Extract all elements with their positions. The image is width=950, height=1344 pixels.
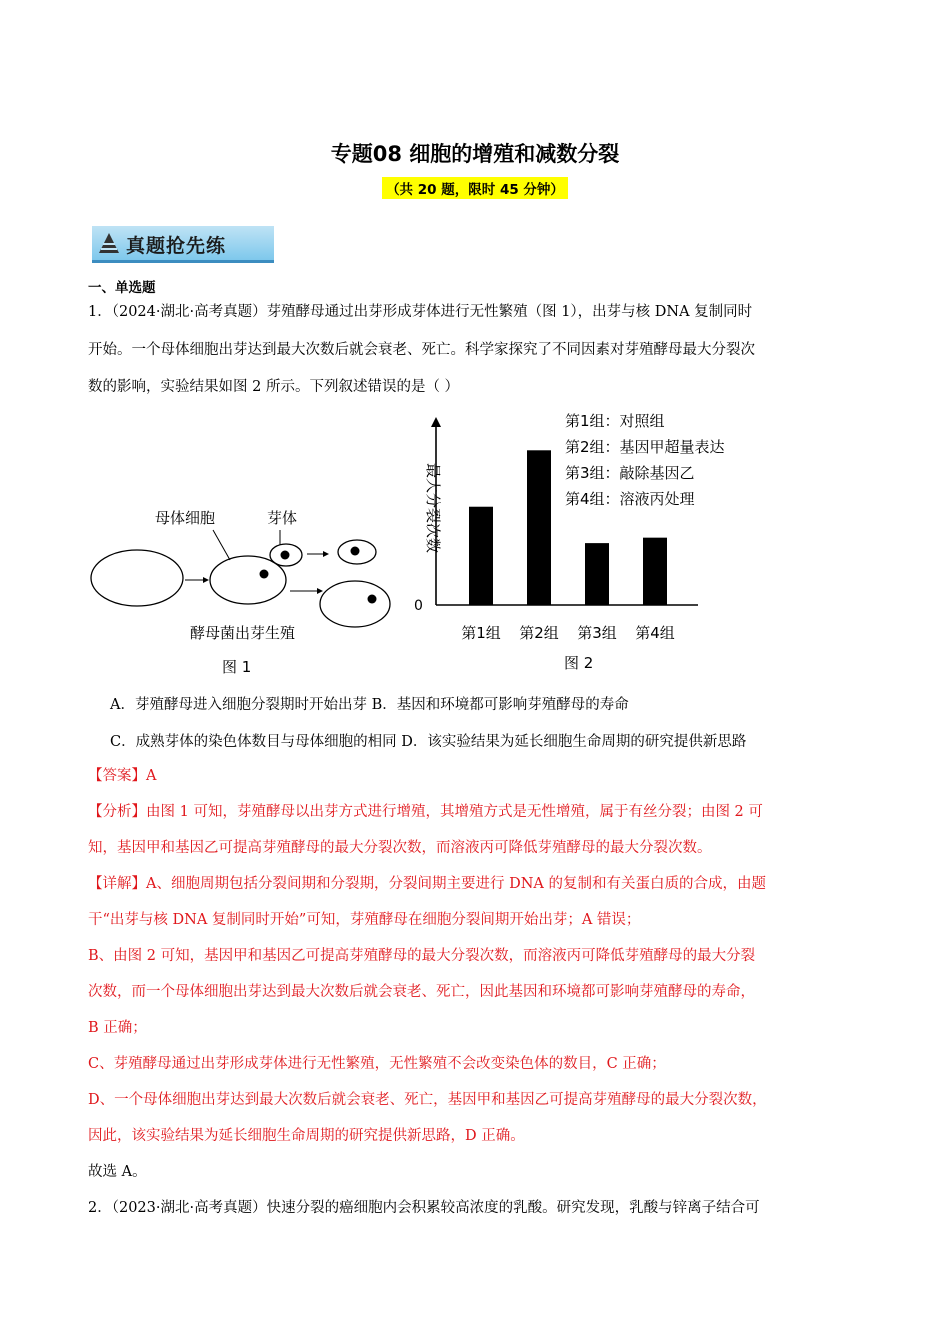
q2-stem-line-1: 2．（2023·湖北·高考真题）快速分裂的癌细胞内会积累较高浓度的乳酸。研究发现，乳酸与锌离子结合可 [88,1200,760,1216]
choose-line: 故选 A。 [88,1164,147,1180]
x-tick-label-3: 第3组 [577,624,617,642]
bar-4 [643,538,667,605]
section-banner [92,226,274,263]
budding-cell-nucleus [260,570,269,579]
legend-item-3: 第3组：敲除基因乙 [565,464,695,482]
bud-nucleus [281,551,290,560]
bud-label: 芽体 [267,509,298,527]
mother-cell-label: 母体细胞 [155,509,216,527]
legend-item-2: 第2组：基因甲超量表达 [565,438,725,456]
x-tick-label-4: 第4组 [635,624,675,642]
figure-2-name: 图 2 [564,654,594,672]
x-tick-label-1: 第1组 [461,624,501,642]
figure-2-bar-chart [400,405,780,680]
x-tick-label-2: 第2组 [519,624,559,642]
arrow-head-3 [317,588,323,594]
pyramid-icon [98,232,120,254]
daughter-bud-nucleus [351,547,360,556]
origin-label: 0 [414,598,423,614]
bar-1 [469,507,493,605]
section-heading: 一、单选题 [88,280,156,296]
detail-line-4: 次数，而一个母体细胞出芽达到最大次数后就会衰老、死亡，因此基因和环境都可影响芽殖酵母的寿命， [88,984,755,1000]
bar-2 [527,450,551,605]
arrow-head-2 [323,551,329,557]
page-title: 专题08 细胞的增殖和减数分裂 [330,142,620,166]
answer-line: 【答案】A [88,768,157,784]
detail-line-5: B 正确； [88,1020,147,1036]
banner-label: 真题抢先练 [126,235,227,257]
subtitle-row [0,177,950,199]
analysis-line-1: 【分析】由图 1 可知，芽殖酵母以出芽方式进行增殖，其增殖方式是无性增殖，属于有丝分裂；由图 2 可 [88,804,763,820]
y-axis-arrow [431,417,441,427]
y-axis-label: 最大分裂次数 [424,463,442,554]
analysis-line-2: 知，基因甲和基因乙可提高芽殖酵母的最大分裂次数，而溶液丙可降低芽殖酵母的最大分裂次数。 [88,840,712,856]
mother-after-nucleus [368,595,377,604]
figure-1-budding-diagram [85,500,395,680]
legend-item-1: 第1组：对照组 [565,412,665,430]
mother-cell-ellipse [91,550,183,606]
q1-stem-line-3: 数的影响，实验结果如图 2 所示。下列叙述错误的是（ ） [88,379,460,395]
detail-line-8: 因此，该实验结果为延长细胞生命周期的研究提供新思路，D 正确。 [88,1128,525,1144]
figure-1-name: 图 1 [222,658,252,676]
detail-line-2: 干“出芽与核 DNA 复制同时开始”可知，芽殖酵母在细胞分裂间期开始出芽；A 错误； [88,912,641,928]
q1-stem-line-2: 开始。一个母体细胞出芽达到最大次数后就会衰老、死亡。科学家探究了不同因素对芽殖酵母最大分裂次 [88,342,755,358]
mother-pointer-line [213,530,230,560]
detail-line-3: B、由图 2 可知，基因甲和基因乙可提高芽殖酵母的最大分裂次数，而溶液丙可降低芽殖酵母的最大分裂 [88,948,756,964]
legend-item-4: 第4组：溶液丙处理 [565,490,695,508]
options-row-cd: C．成熟芽体的染色体数目与母体细胞的相同 D．该实验结果为延长细胞生命周期的研究提供新思路 [110,734,747,750]
detail-line-7: D、一个母体细胞出芽达到最大次数后就会衰老、死亡，基因甲和基因乙可提高芽殖酵母的最大分裂次数， [88,1092,767,1108]
mother-after-ellipse [320,581,390,627]
q1-stem-line-1: 1．（2024·湖北·高考真题）芽殖酵母通过出芽形成芽体进行无性繁殖（图 1），出芽与核 DNA 复制同时 [88,304,753,320]
detail-line-1: 【详解】A、细胞周期包括分裂间期和分裂期，分裂间期主要进行 DNA 的复制和有关蛋白质的合成，由题 [88,876,766,892]
page-subtitle: （共 20 题，限时 45 分钟） [382,177,568,199]
figure-1-caption: 酵母菌出芽生殖 [190,624,296,642]
arrow-head-1 [203,577,209,583]
detail-line-6: C、芽殖酵母通过出芽形成芽体进行无性繁殖，无性繁殖不会改变染色体的数目，C 正确； [88,1056,666,1072]
options-row-ab: A．芽殖酵母进入细胞分裂期时开始出芽 B．基因和环境都可影响芽殖酵母的寿命 [110,697,629,713]
bar-3 [585,543,609,605]
